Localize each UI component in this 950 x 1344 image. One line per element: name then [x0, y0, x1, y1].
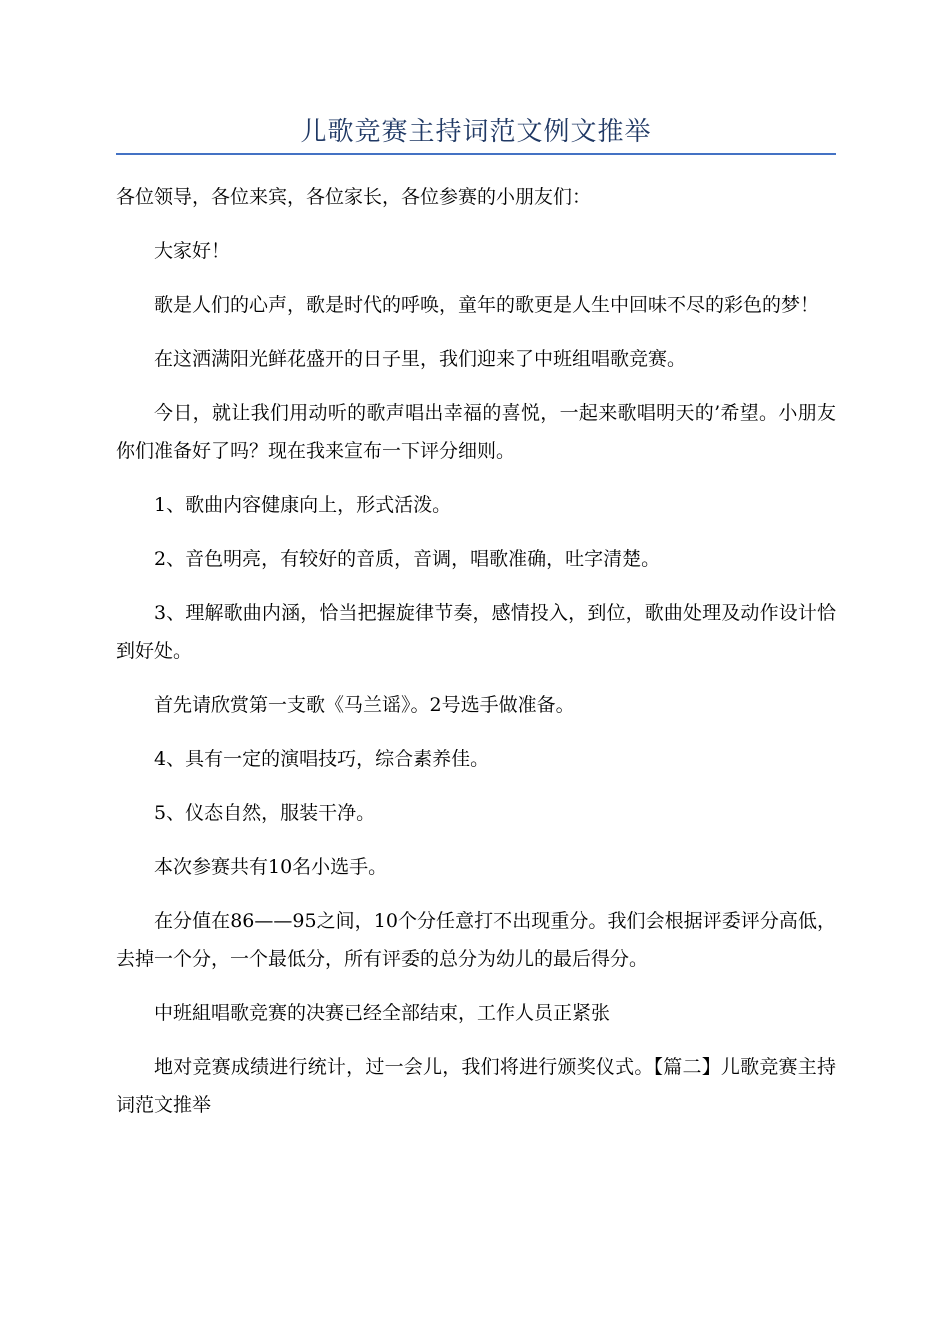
paragraph-rule-3: 3、理解歌曲内涵，恰当把握旋律节奏，感情投入，到位，歌曲处理及动作设计恰到好处。 — [116, 602, 836, 662]
document-body — [116, 178, 836, 1140]
paragraph-rule-5: 5、仪态自然，服装干净。 — [154, 802, 376, 824]
document-title: 儿歌竞赛主持词范文例文推举 — [300, 117, 652, 147]
paragraph: 今日，就让我们用动听的歌声唱出幸福的喜悦，一起来歌唱明天的’希望。小朋友你们准备好了吗？现在我来宣布一下评分细则。 — [116, 402, 836, 462]
paragraph-rule-4: 4、具有一定的演唱技巧，综合素养佳。 — [154, 748, 490, 770]
paragraph-rule-1: 1、歌曲内容健康向上，形式活泼。 — [154, 494, 452, 516]
paragraph: 地对竞赛成绩进行统计，过一会儿，我们将进行颁奖仪式。【篇二】儿歌竞赛主持词范文推举 — [116, 1056, 836, 1116]
paragraph: 中班組唱歌竞赛的决赛已经全部结束，工作人员正紧张 — [154, 1002, 611, 1024]
paragraph: 歌是人们的心声，歌是时代的呼唤，童年的歌更是人生中回味不尽的彩色的梦！ — [154, 294, 820, 316]
paragraph: 本次参赛共有10名小选手。 — [154, 856, 388, 878]
paragraph: 在这洒满阳光鲜花盛开的日子里，我们迎来了中班组唱歌竞赛。 — [154, 348, 687, 370]
paragraph: 大家好！ — [154, 240, 231, 262]
paragraph-salutation: 各位领导，各位来宾，各位家长，各位参赛的小朋友们： — [116, 186, 592, 208]
paragraph-rule-2: 2、音色明亮，有较好的音质，音调，唱歌准确，吐字清楚。 — [154, 548, 661, 570]
paragraph: 在分值在86——95之间，10个分任意打不出现重分。我们会根据评委评分高低，去掉一个分，一个最低分，所有评委的总分为幼儿的最后得分。 — [116, 910, 836, 970]
title-underline — [116, 153, 836, 155]
paragraph: 首先请欣赏第一支歌《马兰谣》。2号选手做准备。 — [154, 694, 575, 716]
